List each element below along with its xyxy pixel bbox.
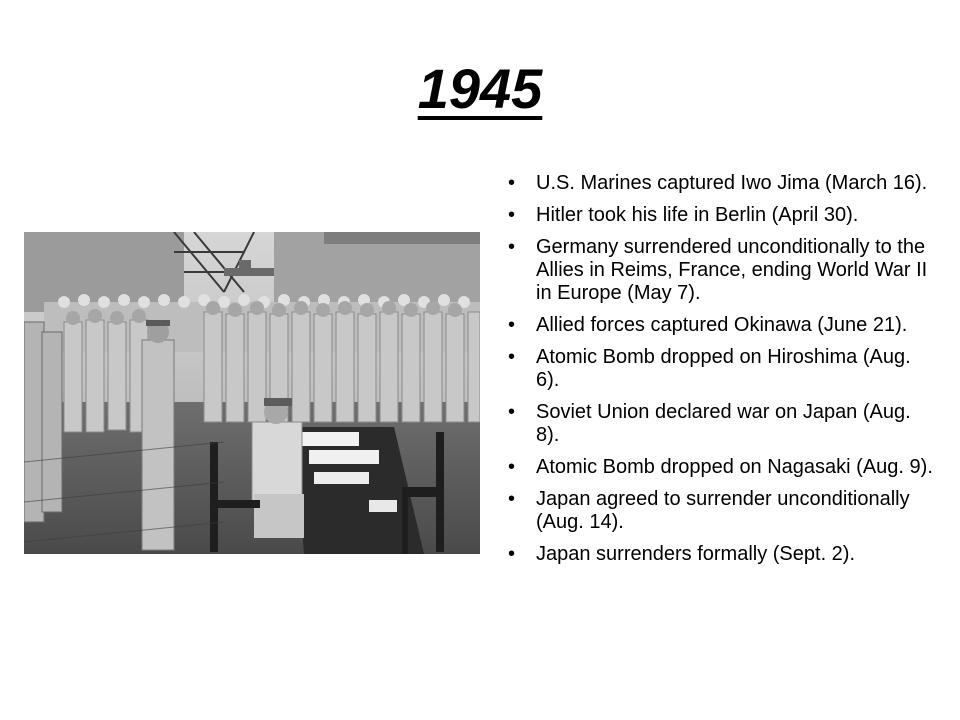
- list-item-text: Hitler took his life in Berlin (April 30).: [536, 204, 859, 226]
- bullet-icon: •: [508, 543, 516, 565]
- list-item: [494, 346, 934, 392]
- list-item-text: Soviet Union declared war on Japan (Aug. 8).: [536, 401, 911, 446]
- list-item: [494, 401, 934, 447]
- list-item-text: Atomic Bomb dropped on Nagasaki (Aug. 9).: [536, 456, 933, 478]
- bullet-icon: •: [508, 346, 516, 368]
- list-item: [494, 456, 934, 479]
- list-item: [494, 236, 934, 305]
- list-item-text: Atomic Bomb dropped on Hiroshima (Aug. 6).: [536, 346, 911, 391]
- bullet-icon: •: [508, 236, 516, 258]
- bullet-icon: •: [508, 314, 516, 336]
- list-item: [494, 314, 934, 337]
- bullet-icon: •: [508, 172, 516, 194]
- list-item-text: Germany surrendered unconditionally to the Allies in Reims, France, ending World War II in Europe (May 7).: [536, 236, 928, 304]
- list-item-text: Japan surrenders formally (Sept. 2).: [536, 543, 856, 565]
- bullet-icon: •: [508, 204, 516, 226]
- list-item-text: Allied forces captured Okinawa (June 21).: [536, 314, 908, 336]
- list-item: [494, 172, 934, 195]
- list-item-text: U.S. Marines captured Iwo Jima (March 16).: [536, 172, 928, 194]
- list-item: [494, 204, 934, 227]
- list-item: [494, 488, 934, 534]
- bullet-icon: •: [508, 456, 516, 478]
- event-list: [494, 172, 934, 575]
- list-item: [494, 543, 934, 566]
- slide-title: 1945: [417, 57, 543, 120]
- list-item-text: Japan agreed to surrender unconditionally (Aug. 14).: [536, 488, 910, 533]
- bullet-icon: •: [508, 401, 516, 423]
- surrender-ceremony-photo: [24, 232, 480, 554]
- bullet-icon: •: [508, 488, 516, 510]
